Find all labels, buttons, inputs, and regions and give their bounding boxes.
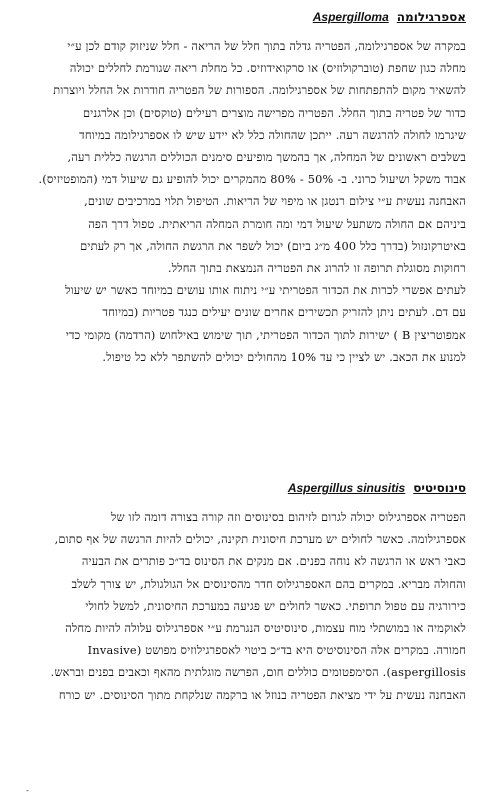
section-sinusitis — [36, 481, 466, 707]
text-line: חמורה. במקרים אלה הסינוסיטיס היא בד״כ ביטוי לאספרגילוזיס מפושט (Invasive — [87, 644, 466, 658]
text-line: במקרה של אספרגילומה, הפטריה גדלה בתוך חלל של הריאה - חלל שניזוק קודם לכן ע״י — [67, 40, 466, 53]
text-line: בשלבים ראשונים של המחלה, אך בהמשך מופיעים סימנים הכוללים הרגשה כללית רעה, — [67, 151, 466, 165]
heading-hebrew: אספרגילומה — [396, 10, 466, 24]
paragraph-text — [36, 507, 466, 707]
heading-english: Aspergillus sinusitis — [287, 481, 406, 495]
text-line: הפטריה אספרגילוס יכולה לגרום לזיהום בסינוסים וזה קורה בצורה דומה לזו של — [110, 511, 466, 524]
section-heading — [36, 10, 466, 24]
heading-hebrew: סינוסיטיס — [413, 481, 466, 495]
text-line: שיגרמו לחולה להרגשה רעה. ייתכן שהחולה כלל לא יידע שיש לו אספרגילומה במיוחד — [79, 128, 466, 142]
text-line: לאוקמיה או במושתלי מוח עצמות, סינוסיטיס הנגרמת ע״י אספרגילוס עלולה להיות מחלה — [65, 622, 466, 636]
text-line: כאבי ראש או הרגשה לא נוחה בפנים. אם מנקים את הסינוס בד״כ פותרים את הבעיה — [81, 555, 466, 569]
text-line: אמפוטריצין B ) ישירות לתוך הכדור הפטריתי, תוך שימוש באילחוש (הרדמה) מקומי כדי — [65, 328, 466, 342]
text-line: באיטרקונזול (בדרך כלל 400 מ״ג ביום) יכול לשפר את הרגשת החולה, אך רק לעתים — [80, 239, 466, 253]
text-line: אבוד משקל ושיעול כרוני. ב- 50% - 80% מהמקרים יכול להופיע גם שיעול דמי (המופטיזיס). — [38, 173, 466, 187]
text-line: כירורגיה עם טפול תרופתי. כאשר לחולים יש פגיעה במערכת החיסונית, למשל לחולי — [85, 599, 466, 613]
text-line: רחוקות מסוגלת תרופה זו להרוג את הפטריה הנמצאת בתוך החלל. — [167, 262, 466, 276]
text-line: עם דם. לעתים ניתן להזריק תכשירים אחרים שונים יעילים כנגד פטריות (במיוחד — [102, 306, 466, 320]
text-line: והחולה מבריא. במקרים בהם האספרגילוס חדר מהסינוסים אל הגולגולת, יש צורך לשלב — [71, 577, 466, 591]
page-number: - — [26, 786, 29, 795]
text-line: האבחנה נעשית על ידי מציאת הפטריה בנוזל או ברקמה שנלקחת מתוך הסינוסים. יש כורח — [58, 688, 466, 702]
paragraph-text — [36, 36, 466, 369]
text-line: למנוע את הכאב. יש לציין כי עד 10% מהחולים יכולים להשתפר ללא כל טיפול. — [102, 350, 466, 364]
text-line: ביניהם אם החולה משתעל שיעול דמי ומה חומרת המחלה הריאתית. טפול דרך הפה — [88, 217, 466, 231]
section-aspergilloma — [36, 10, 466, 369]
text-line: להשאיר מקום להתפתחות של אספרגילומה. הספורות של הפטריה חודרות אל החלל ויוצרות — [53, 84, 466, 98]
text-line: האבחנה נעשית ע״י צילום רנטגן או מיפוי של הריאות. הטיפול תלוי במרכיבים שונים, — [84, 195, 466, 209]
section-heading — [36, 481, 466, 495]
text-line: אספרגילומה. כאשר לחולים יש מערכת חיסונית תקינה, יכולים להיות הרגשה של אף סתום, — [54, 533, 466, 547]
text-line: לעתים אפשרי לכרות את הכדור הפטריתי ע״י ניתוח אותו עושים במיוחד כאשר יש שיעול — [65, 284, 466, 298]
heading-english: Aspergilloma — [312, 10, 389, 24]
text-line: aspergillosis). הסימפטומים כוללים חום, הפרשה מוגלתית מהאף וכאבים בפנים ובראש. — [50, 666, 466, 680]
text-line: מחלה כגון שחפת (טוברקולוזיס) או סרקואידוזיס. כל מחלת ריאה שגורמת לחללים יכולה — [69, 62, 466, 76]
text-line: כדור של פטריה בתוך החלל. הפטריה מפרישה מוצרים רעילים (טוקסים) וכן אלרגנים — [82, 106, 466, 120]
